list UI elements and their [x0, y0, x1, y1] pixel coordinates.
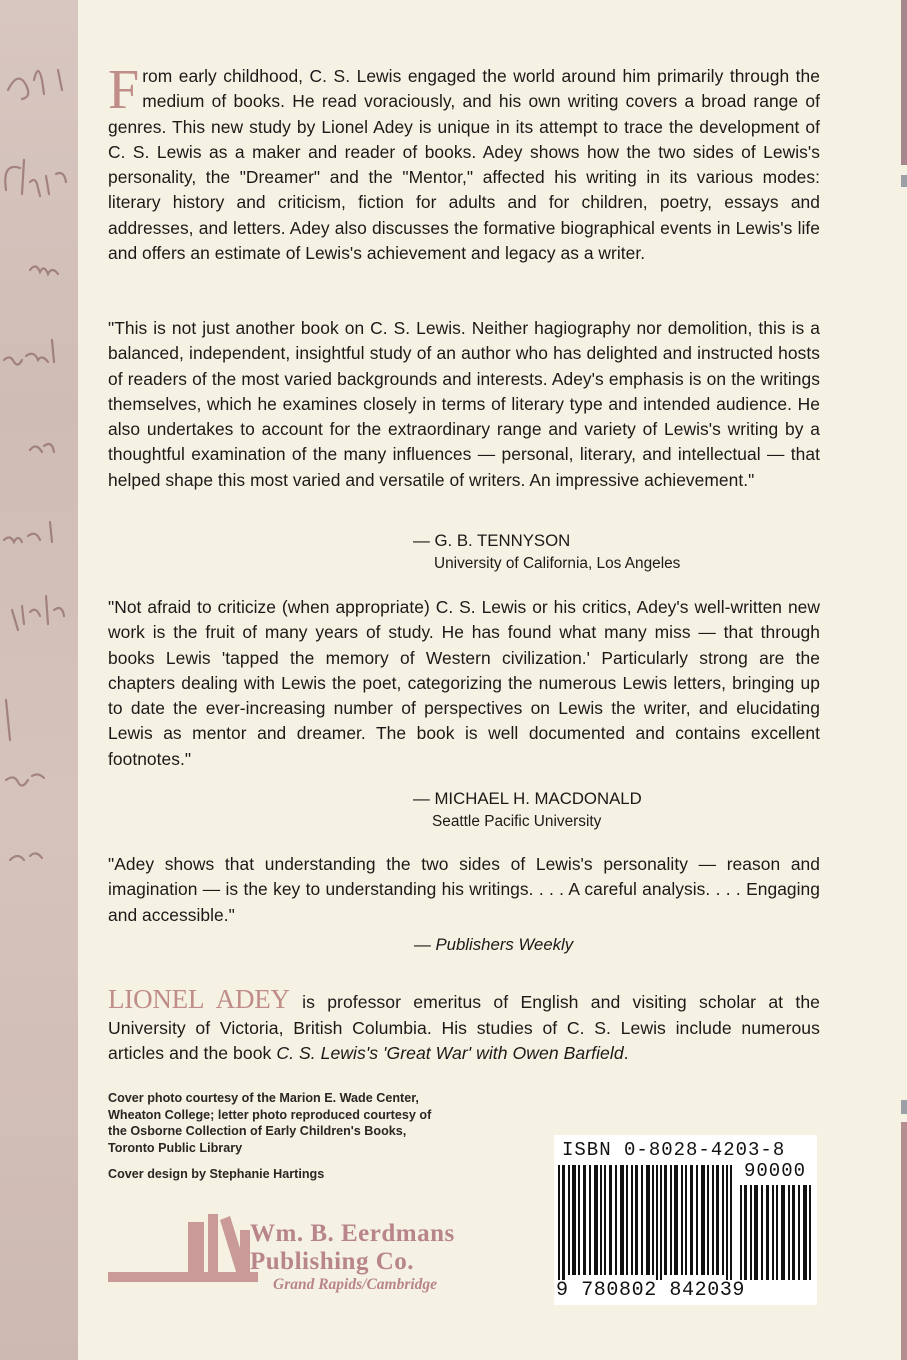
publisher-location: Grand Rapids/Cambridge	[273, 1276, 438, 1293]
quote-text: "This is not just another book on C. S. Lewis. Neither hagiography nor demolition, this is a balanced, independent, insightful study of an author who has delighted and instructed hosts of readers of the most varied backgrounds and interests. Adey's emphasis is on the writings themselves, which he examines closely in terms of literary type and intended audience. He also undertakes to account for the extraordinary range and variety of Lewis's writing by a thoughtful examination of the many influences — personal, literary, and intellectual — that helped shape this most varied and versatile of writers. An impressive achievement."	[108, 318, 820, 490]
quote-affiliation: University of California, Los Angeles	[434, 555, 681, 572]
bio-book-title: C. S. Lewis's 'Great War' with Owen Barfield	[276, 1043, 624, 1063]
isbn-number: ISBN 0-8028-4203-8	[562, 1139, 786, 1161]
quote-affiliation: Seattle Pacific University	[432, 813, 602, 830]
intro-text: rom early childhood, C. S. Lewis engaged the world around him primarily through the medium of books. He read voraciously, and his own writing covers a broad range of genres. This new study by Lionel Adey is unique in its attempt to trace the development of C. S. Lewis as a maker and reader of books. Adey shows how the two sides of Lewis's personality, the "Dreamer" and the "Mentor," affected his writing in its various modes: literary history and criticism, fiction for adults and for children, poetry, essays and addresses, and letters. Adey also discusses the formative biographical events in Lewis's life and offers an estimate of Lewis's achievement and legacy as a writer.	[108, 66, 820, 264]
edge-accent-mark	[901, 175, 907, 187]
drop-cap: F	[108, 59, 140, 121]
design-credit: Cover design by Stephanie Hartings	[108, 1167, 325, 1181]
review-quote	[108, 316, 820, 493]
bio-text: is professor emeritus of English and visiting scholar at the University of Victoria, British Columbia. His studies of C. S. Lewis include numerous articles and the book	[108, 992, 821, 1063]
publisher-name-line2: Publishing Co.	[250, 1248, 415, 1275]
books-icon	[108, 1212, 258, 1298]
edge-accent-bottom	[901, 1122, 907, 1360]
author-name: LIONEL ADEY	[108, 984, 290, 1014]
photo-credits: Cover photo courtesy of the Marion E. Wade Center, Wheaton College; letter photo reproduced courtesy of the Osborne Collection of Early Children's Books, Toronto Public Library	[108, 1091, 432, 1155]
ean-number: 9 780802 842039	[556, 1279, 746, 1302]
author-bio	[108, 984, 821, 1067]
quote-publication: Publishers Weekly	[435, 935, 574, 954]
review-quote	[108, 852, 820, 928]
edge-accent-top	[901, 0, 907, 165]
quote-author: — G. B. TENNYSON	[413, 531, 571, 550]
isbn-barcode	[554, 1135, 817, 1305]
handwriting-decoration	[0, 0, 78, 1360]
quote-source	[414, 934, 573, 956]
quote-author: — MICHAEL H. MACDONALD	[413, 789, 642, 808]
quote-text: "Adey shows that understanding the two sides of Lewis's personality — reason and imagination — is the key to understanding his writings. . . . A careful analysis. . . . Engaging and accessible."	[108, 854, 820, 925]
publisher-name-line1: Wm. B. Eerdmans	[250, 1220, 455, 1247]
bio-end: .	[623, 1043, 629, 1063]
publisher-logo	[108, 1212, 478, 1302]
quote-text: "Not afraid to criticize (when appropriate) C. S. Lewis or his critics, Adey's well-written new work is the fruit of many years of study. He has found what many miss — that through books Lewis 'tapped the memory of Western civilization.' Particularly strong are the chapters dealing with Lewis the poet, categorizing the numerous Lewis letters, bringing up to date the ever-increasing number of perspectives on Lewis the writer, and elucidating Lewis as mentor and dreamer. The book is well documented and contains excellent footnotes."	[108, 597, 820, 769]
letter-photo-strip	[0, 0, 78, 1360]
price-addon: 90000	[744, 1160, 807, 1182]
quote-dash: —	[414, 935, 436, 954]
edge-accent-mark	[901, 1100, 907, 1114]
intro-paragraph	[108, 59, 820, 266]
review-quote	[108, 595, 820, 772]
